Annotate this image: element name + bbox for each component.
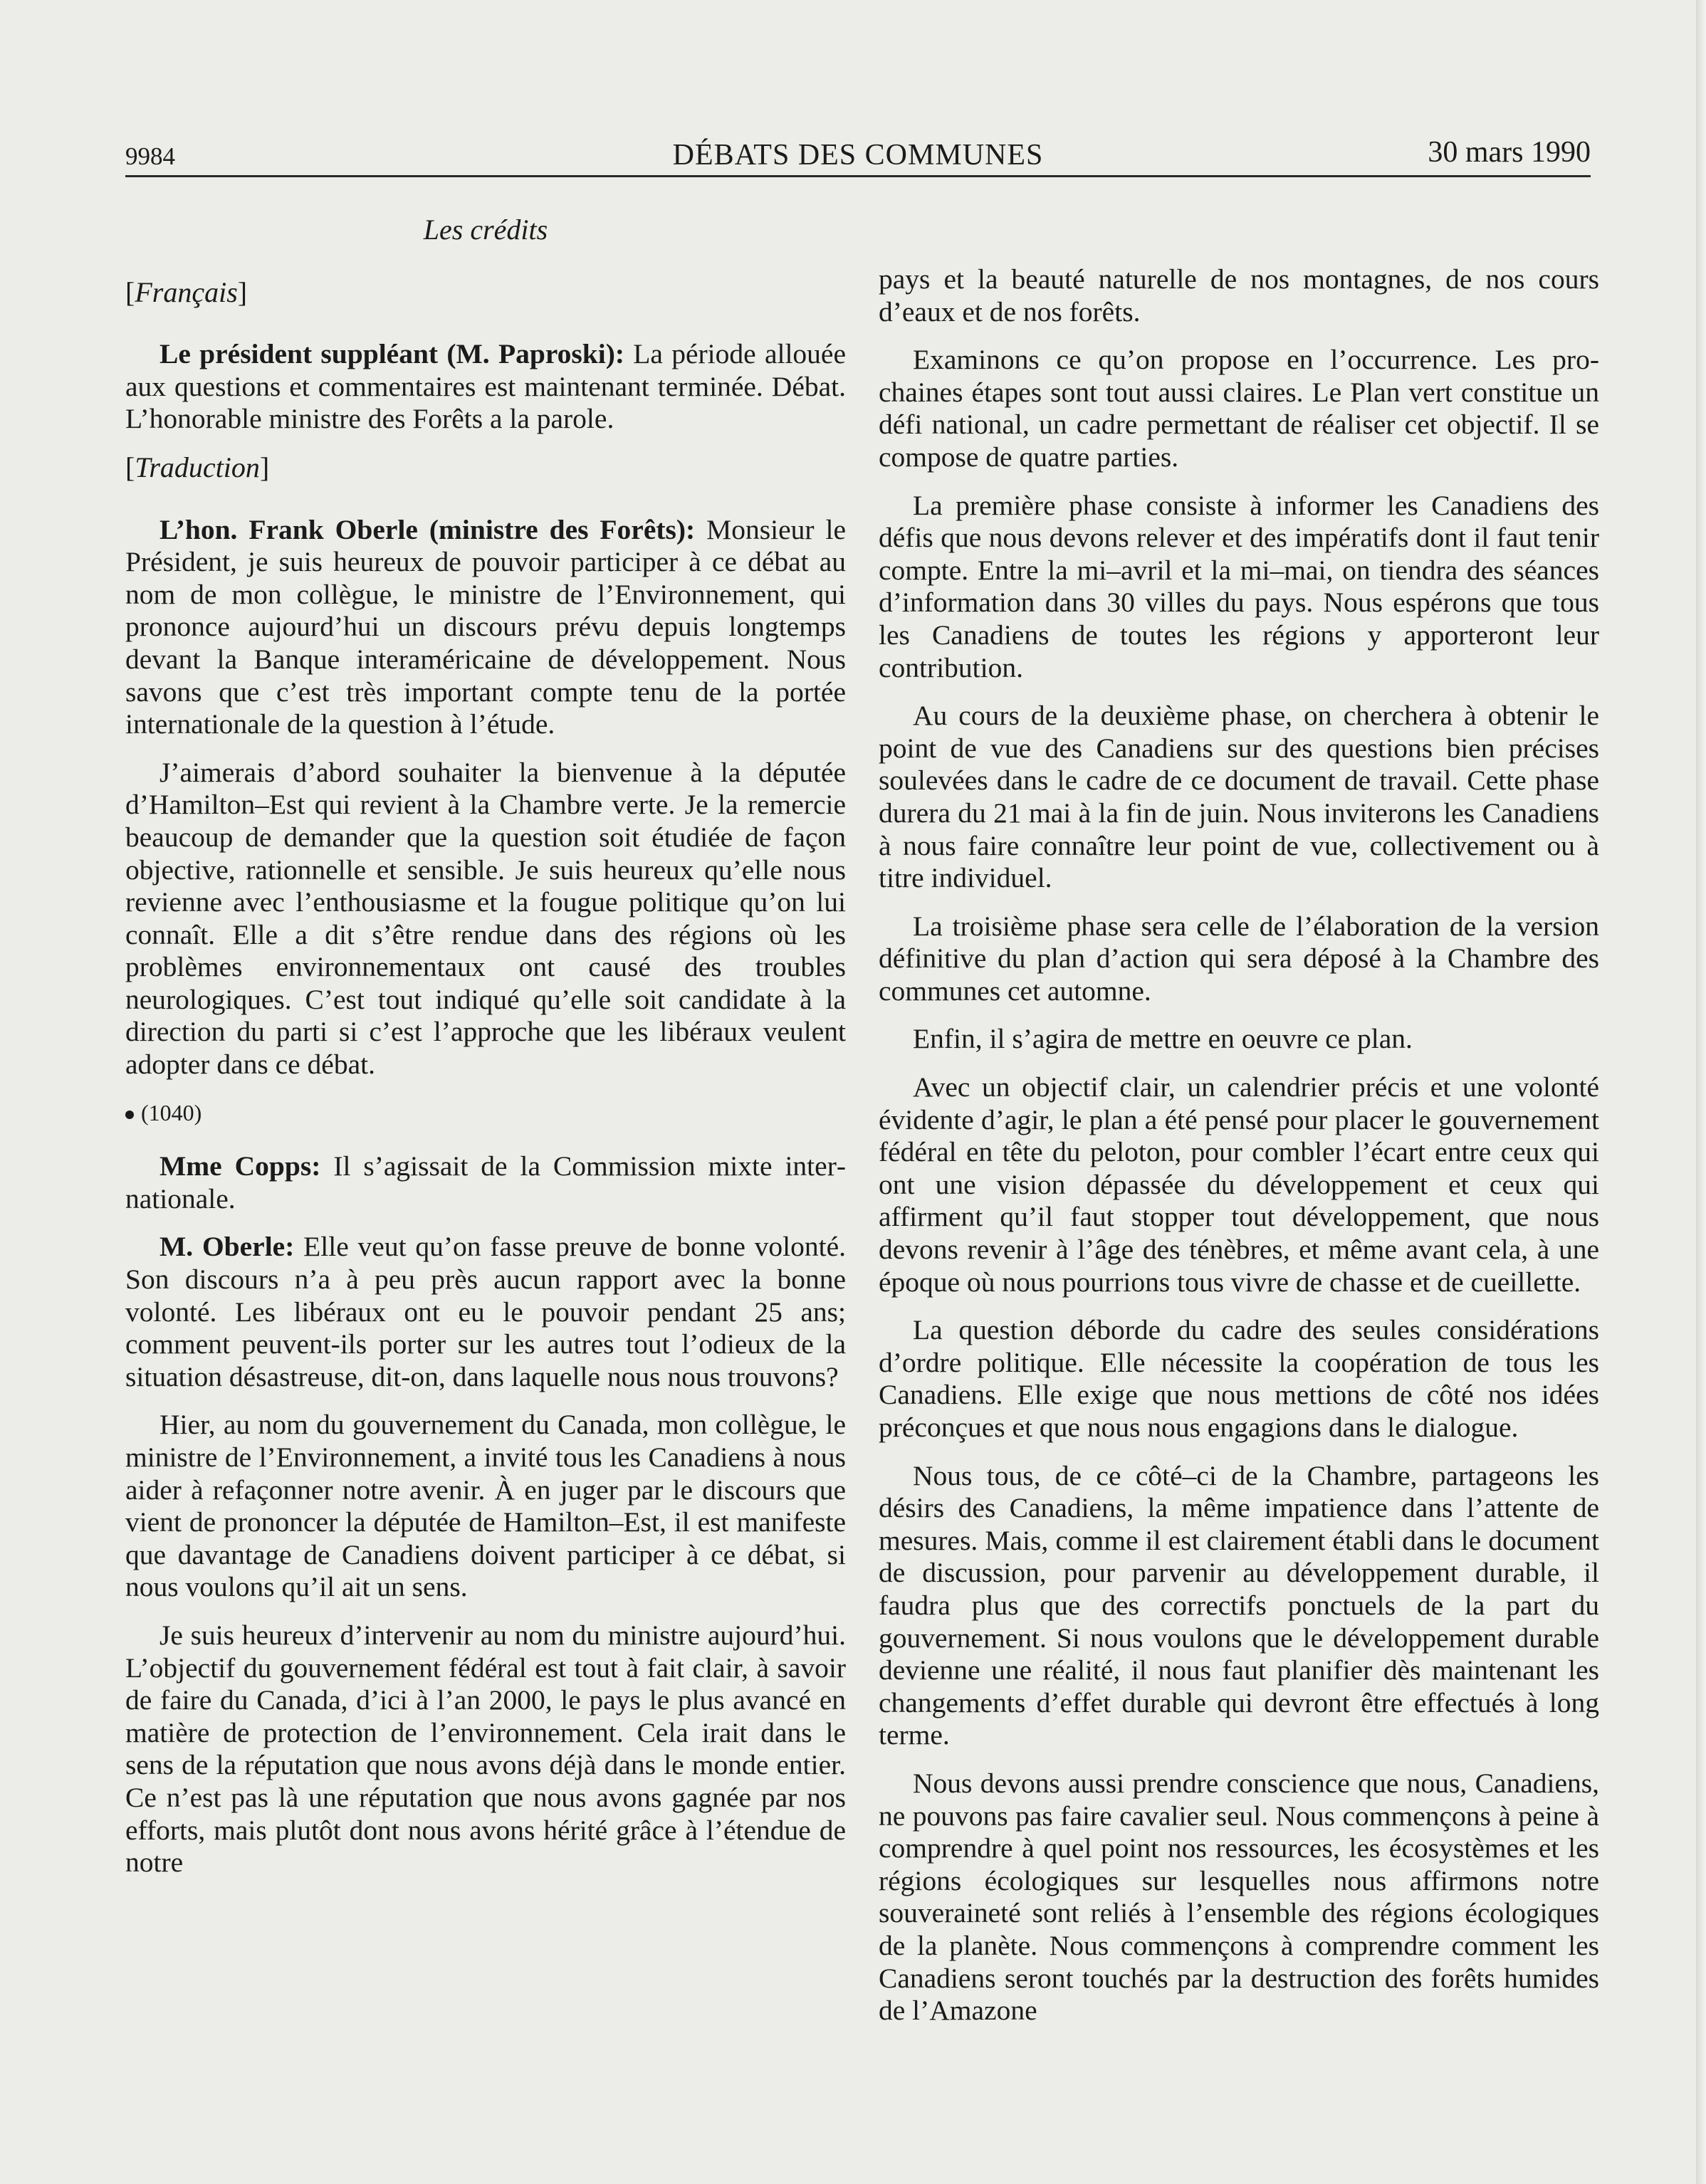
speech-text: Il s’agissait de la Commission mixte internationale.: [125, 1150, 846, 1214]
time-stamp: [125, 1097, 846, 1130]
page-header: [125, 132, 1591, 177]
section-title: Les crédits: [423, 214, 548, 246]
right-column: [879, 263, 1599, 2043]
speech-paragraph: Hier, au nom du gouvernement du Canada, mon collègue, le ministre de l’Environnement, a invité tous les Canadiens à nous aider à refaçonner notre avenir. À en juger par le discours que vient de prononcer la députée de Hamilton–Est, il est manifeste que davantage de Canadiens doivent participer à ce débat, si nous voulons qu’il ait un sens.: [125, 1409, 846, 1603]
speech-paragraph: Enfin, il s’agira de mettre en oeuvre ce plan.: [913, 1023, 1413, 1055]
language-label: Français: [135, 275, 238, 308]
speech-text: Monsieur le Président, je suis heureux de pouvoir participer à ce débat au nom de mon collègue, le ministre de l’Environnement, qui prononce aujourd’hui un discours prévu depuis longtemps devant la Banque interaméricaine de développement. Nous savons que c’est très important compte tenu de la portée internationale de la question à l’étude.: [125, 513, 846, 740]
speaker-name: Mme Copps:: [159, 1150, 321, 1182]
time-stamp-text: (1040): [141, 1099, 202, 1125]
speech-paragraph: Nous tous, de ce côté–ci de la Chambre, partageons les désirs des Canadiens, la même impatience dans l’attente de mesures. Mais, comme il est clairement établi dans le document de discussion, pour parvenir au développement durable, il faudra plus que des correctifs ponctuels de la part du gouvernement. Si nous voulons que le développement durable devienne une réalité, il nous faut planifier dès maintenant les changements d’effet durable qui devront être effectués à long terme.: [879, 1459, 1599, 1751]
speech-paragraph: [125, 338, 846, 436]
language-label: Traduction: [135, 451, 260, 483]
language-tag-francais: [Français]: [125, 275, 248, 308]
speech-paragraph: Au cours de la deuxième phase, on cherchera à obtenir le point de vue des Canadiens sur des questions bien précises soulevées dans le cadre de ce document de travail. Cette phase durera du 21 mai à la fin de juin. Nous inviterons les Canadiens à nous faire connaître leur point de vue, collectivement ou à titre individuel.: [879, 700, 1599, 894]
speech-paragraph: Avec un objectif clair, un calendrier précis et une volonté évidente d’agir, le plan a été pensé pour placer le gouvernement fédéral en tête du peloton, pour combler l’écart entre ceux qui ont une vision dépassée du développement et ceux qui affirment qu’il faut stopper tout développement, que nous devons revenir à l’âge des ténèbres, et même avant cela, à une époque où nous pourrions tous vivre de chasse et de cueillette.: [879, 1071, 1599, 1298]
language-tag-traduction: [Traduction]: [125, 451, 270, 483]
speech-paragraph: [125, 1150, 846, 1215]
speech-paragraph: La première phase consiste à informer les Canadiens des défis que nous devons relever et des impératifs dont il faut tenir compte. Entre la mi–avril et la mi–mai, on tiendra des séances d’information dans 30 villes du pays. Nous espérons que tous les Canadiens de toutes les régions y apporteront leur contribution.: [879, 489, 1599, 683]
speech-paragraph: [125, 514, 846, 741]
speaker-name: Le président suppléant (M. Paproski):: [159, 338, 624, 370]
speech-paragraph: Je suis heureux d’intervenir au nom du ministre aujourd’hui. L’objectif du gouvernement fédéral est tout à fait clair, à savoir de faire du Canada, d’ici à l’an 2000, le pays le plus avancé en matière de protection de l’environnement. Cela irait dans le sens de la réputation que nous avons déjà dans le monde entier. Ce n’est pas là une réputation que nous avons gagnée par nos efforts, mais plutôt dont nous avons hérité grâce à l’étendue de notre: [125, 1619, 846, 1879]
speech-paragraph-continued: pays et la beauté naturelle de nos montagnes, de nos cours d’eaux et de nos forêts.: [879, 263, 1599, 327]
speech-paragraph: La troisième phase sera celle de l’élaboration de la version définitive du plan d’action qui sera déposé à la Chambre des communes cet automne.: [879, 910, 1599, 1007]
left-column: [125, 214, 846, 1895]
speech-paragraph: Examinons ce qu’on propose en l’occurrence. Les prochaines étapes sont tout aussi claires. Le Plan vert constitue un défi national, un cadre permettant de réaliser cet objectif. Il se compose de quatre parties.: [879, 344, 1599, 473]
speech-text: La période allouée aux questions et commentaires est maintenant terminée. Débat. L’honorable ministre des Forêts a la parole.: [125, 338, 846, 435]
speaker-name: L’hon. Frank Oberle (ministre des Forêts):: [159, 513, 696, 545]
page-number: 9984: [125, 142, 175, 170]
publication-date: 30 mars 1990: [1428, 136, 1591, 169]
page-edge-shadow: [1696, 0, 1706, 2184]
speech-paragraph: Nous devons aussi prendre conscience que nous, Canadiens, ne pouvons pas faire cavalier seul. Nous commençons à peine à comprendre à quel point nos ressources, les écosystèmes et les régions écologiques sur lesquelles nous affirmons notre souveraineté sont reliés à l’ensemble des régions écologiques de la planète. Nous commençons à comprendre comment les Canadiens seront touchés par la destruction des forêts humides de l’Amazone: [879, 1767, 1599, 2027]
speech-paragraph: La question déborde du cadre des seules considérations d’ordre politique. Elle nécessite la coopération de tous les Canadiens. Elle exige que nous mettions de côté nos idées préconçues et que nous nous engagions dans le dialogue.: [879, 1314, 1599, 1443]
bullet-icon: [125, 1111, 134, 1119]
speaker-name: M. Oberle:: [159, 1231, 295, 1263]
speech-paragraph: [125, 1231, 846, 1393]
speech-paragraph: J’aimerais d’abord souhaiter la bienvenue à la députée d’Hamilton–Est qui revient à la Chambre verte. Je la remercie beaucoup de demander que la question soit étudiée de façon objective, rationnelle et sensible. Je suis heureux qu’elle nous revienne avec l’enthousiasme et la fougue politique qu’on lui connaît. Elle a dit s’être rendue dans des régions où les problèmes environnementaux ont causé des troubles neurologiques. C’est tout indiqué qu’elle soit candidate à la direction du parti si c’est l’approche que les libéraux veulent adopter dans ce débat.: [125, 756, 846, 1081]
speech-text: Elle veut qu’on fasse preuve de bonne volonté. Son discours n’a à peu près aucun rapport avec la bonne volonté. Les libéraux ont eu le pouvoir pendant 25 ans; comment peuvent-ils porter sur les autres tout l’odieux de la situation désastreuse, dit-on, dans laquelle nous nous trouvons?: [125, 1231, 846, 1392]
publication-title: DÉBATS DES COMMUNES: [672, 139, 1044, 172]
